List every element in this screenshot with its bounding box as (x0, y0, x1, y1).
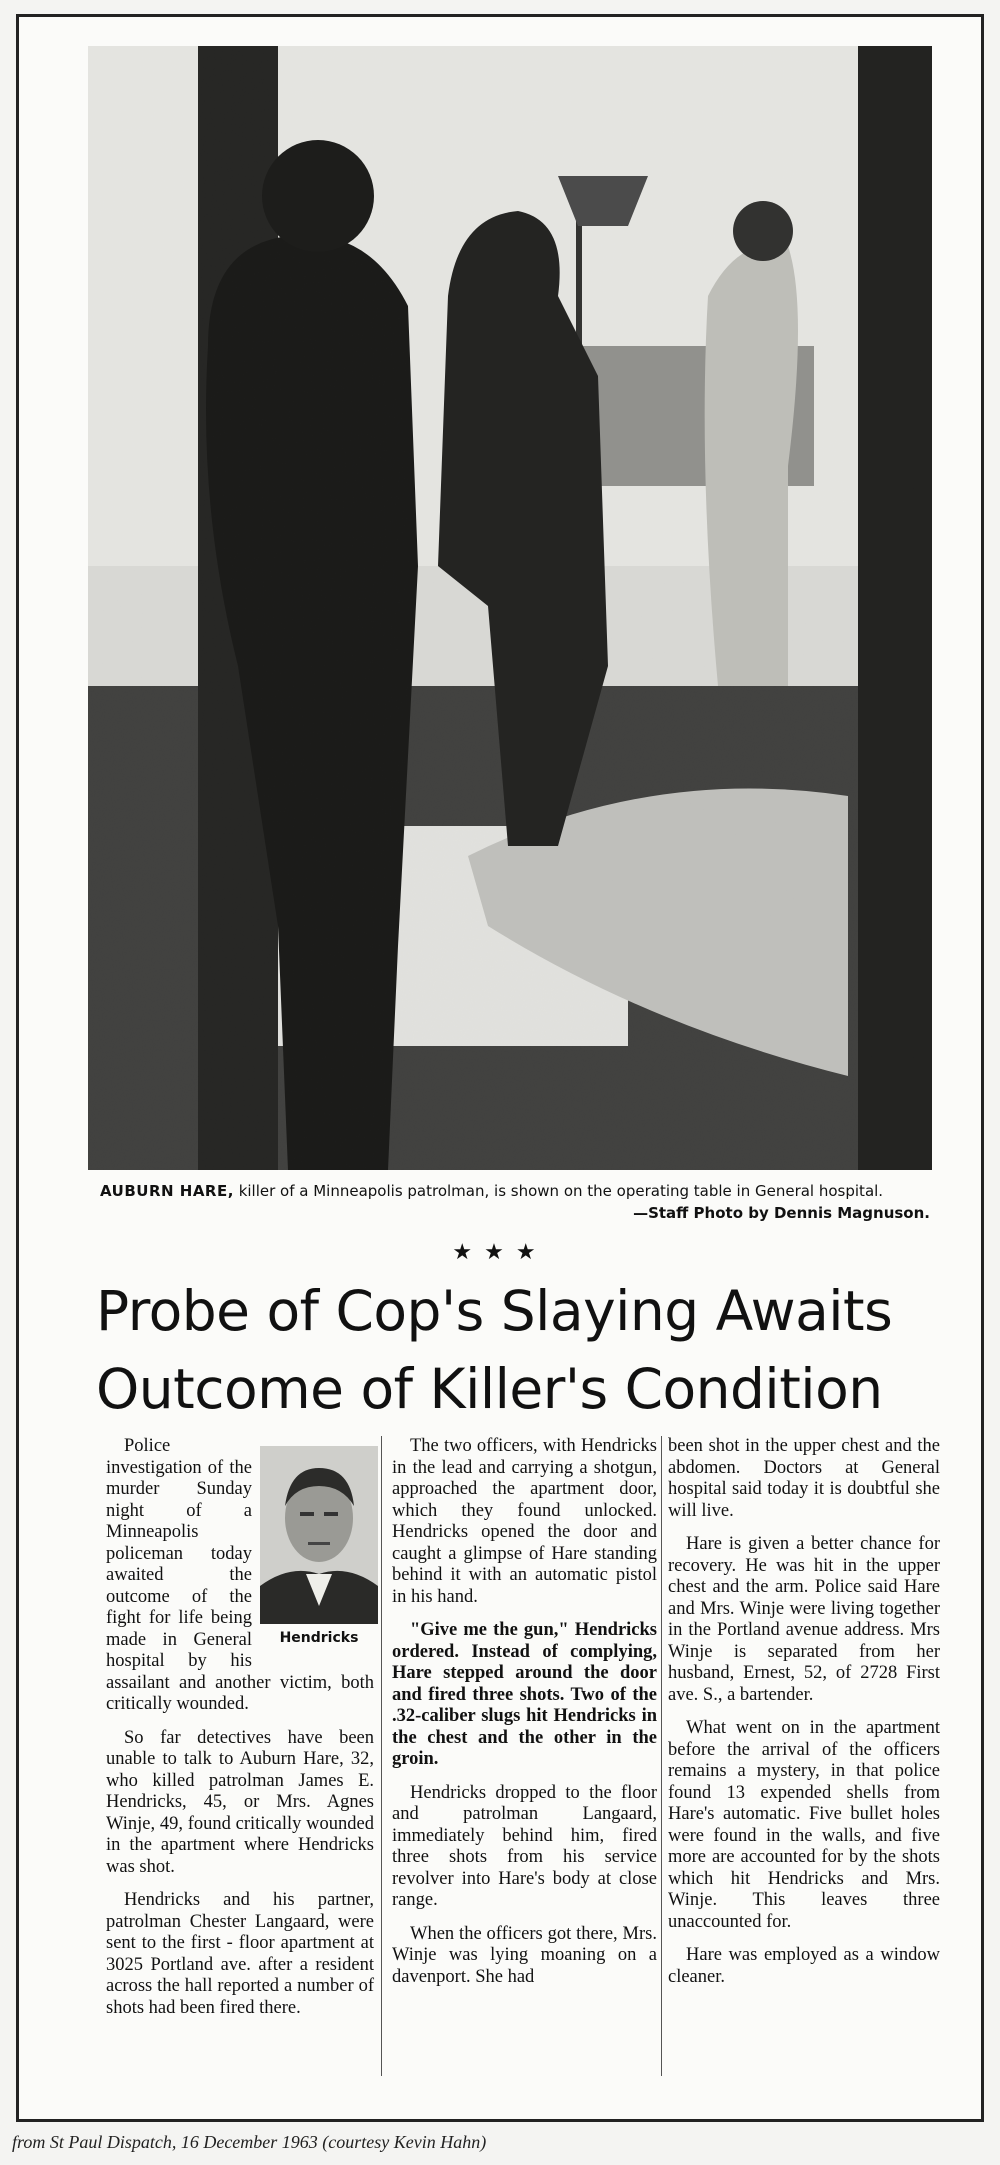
caption-text: killer of a Minneapolis patrolman, is shown on the operating table in General hospital. (233, 1182, 884, 1200)
photo-caption (100, 1180, 930, 1224)
headline (96, 1272, 926, 1428)
paragraph: Hare is given a better chance for recovery. He was hit in the upper chest and the arm. Police said Hare and Mrs. Winje were living together in the Portland avenue address. Mrs Winje is separated from her husband, Ernest, 52, of 2728 First ave. S., a bartender. (668, 1534, 940, 1705)
paragraph: So far detectives have been unable to talk to Auburn Hare, 32, who killed patrolman James E. Hendricks, 45, or Mrs. Agnes Winje, 49, found critically wounded in the apartment where Hendricks was shot. (106, 1727, 374, 1877)
operating-room-photo (88, 46, 932, 1170)
headline-line-1: Probe of Cop's Slaying Awaits (96, 1279, 893, 1343)
hendricks-portrait (260, 1446, 378, 1650)
paragraph: The two officers, with Hendricks in the lead and carrying a shotgun, approached the apartment door, which they found unlocked. Hendricks opened the door and caught a glimpse of Hare standing behind it with an automatic pistol in his hand. (392, 1436, 657, 1607)
article-column-2 (392, 1436, 657, 2000)
column-rule-1 (381, 1436, 382, 2076)
paragraph: Hare was employed as a window cleaner. (668, 1945, 940, 1987)
column-rule-2 (661, 1436, 662, 2076)
article-column-3 (668, 1436, 940, 2000)
source-note: from St Paul Dispatch, 16 December 1963 (courtesy Kevin Hahn) (12, 2132, 487, 2152)
paragraph: Hendricks dropped to the floor and patrolman Langaard, immediately behind him, fired three shots from his service revolver into Hare's body at close range. (392, 1782, 657, 1910)
portrait-image (260, 1446, 378, 1624)
paragraph: Hendricks and his partner, patrolman Chester Langaard, were sent to the first - floor apartment at 3025 Portland ave. after a resident across the hall reported a number of shots had been fired there. (106, 1890, 374, 2018)
paragraph: When the officers got there, Mrs. Winje was lying moaning on a davenport. She had (392, 1923, 657, 1987)
caption-lead: AUBURN HARE, (100, 1182, 234, 1200)
paragraph: been shot in the upper chest and the abdomen. Doctors at General hospital said today it is doubtful she will live. (668, 1436, 940, 1521)
paragraph-bold: "Give me the gun," Hendricks ordered. Instead of complying, Hare stepped around the door and fired three shots. Two of the .32-caliber slugs hit Hendricks in the chest and the other in the groin. (392, 1620, 657, 1769)
headline-line-2: Outcome of Killer's Condition (96, 1357, 883, 1421)
ornament-stars: ★★★ (452, 1240, 548, 1265)
paragraph: What went on in the apartment before the arrival of the officers remains a mystery, in that police found 13 expended shells from Hare's automatic. Five bullet holes were found in the walls, and five more are accounted for by the shots which hit Hendricks and Mrs. Winje. This leaves three unaccounted for. (668, 1718, 940, 1932)
paragraph: Police investigation of the murder Sunday night of a Minneapolis policeman today awaited the outcome of the fight for life being made in General hospital by his assailant and another victim, both critically wounded. (106, 1436, 374, 1714)
portrait-caption: Hendricks (279, 1630, 359, 1646)
article-column-1 (106, 1436, 374, 2031)
photo-credit: —Staff Photo by Dennis Magnuson. (633, 1204, 930, 1222)
photo-illustration (88, 46, 932, 1170)
